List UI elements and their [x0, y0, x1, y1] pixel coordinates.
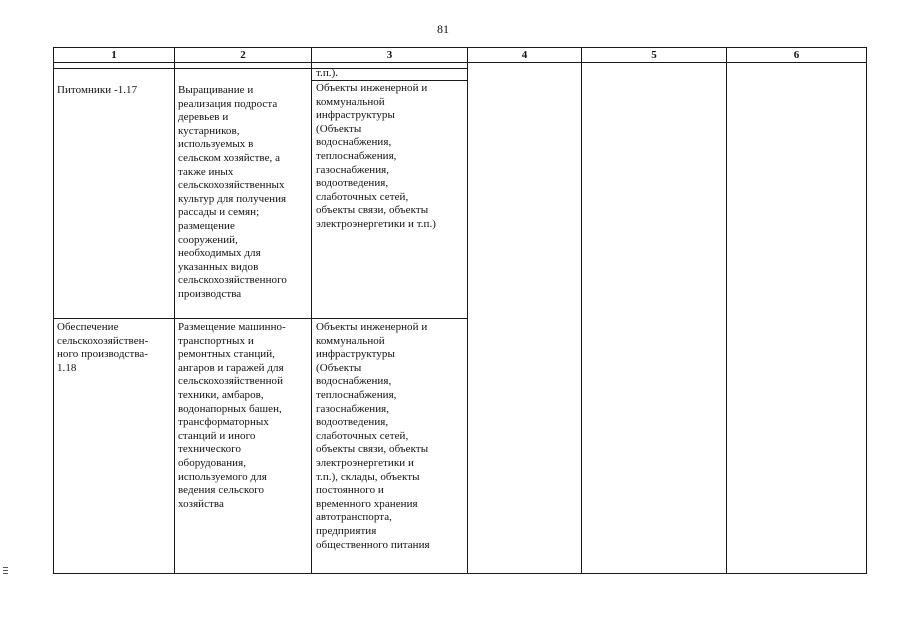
column-header-2: 2: [240, 49, 246, 61]
row-1-18-description: Размещение машинно- транспортных и ремонтных станций, ангаров и гаражей для сельскохозяйственной техники, амбаров, водонапорных башен, трансформаторных станций и иного технического оборудования, используемого для ведения сельского хозяйства: [178, 321, 286, 510]
page-number: 81: [437, 22, 449, 36]
column-header-5: 5: [651, 49, 657, 61]
column-header-3: 3: [386, 49, 393, 61]
row-1-18-name: Обеспечение сельскохозяйствен- ного производства- 1.18: [57, 321, 149, 374]
carry-over-text: т.п.).: [316, 67, 339, 79]
column-header-6: 6: [793, 49, 800, 61]
row-1-17-allowed-objects: Объекты инженерной и коммунальной инфраструктуры (Объекты водоснабжения, теплоснабжения, газоснабжения, водоотведения, слаботочных сетей, объекты связи, объекты электроэнергетики и т.п.): [316, 82, 436, 230]
scan-margin-mark: [3, 567, 8, 574]
row-1-17-name: Питомники -1.17: [57, 84, 138, 96]
column-header-1: 1: [111, 49, 117, 61]
row-1-17-description: Выращивание и реализация подроста деревьев и кустарников, используемых в сельском хозяйстве, а также иных сельскохозяйственных культур для получения рассады и семян; размещение сооружений, необходимых для указанных видов сельскохозяйственного производства: [178, 84, 287, 300]
row-1-18-allowed-objects: Объекты инженерной и коммунальной инфраструктуры (Объекты водоснабжения, теплоснабжения, газоснабжения, водоотведения, слаботочных сетей, объекты связи, объекты электроэнергетики и т.п.), склады, объекты постоянного и временного хранения автотранспорта, предприятия общественного питания: [316, 321, 430, 551]
column-header-4: 4: [521, 49, 528, 61]
